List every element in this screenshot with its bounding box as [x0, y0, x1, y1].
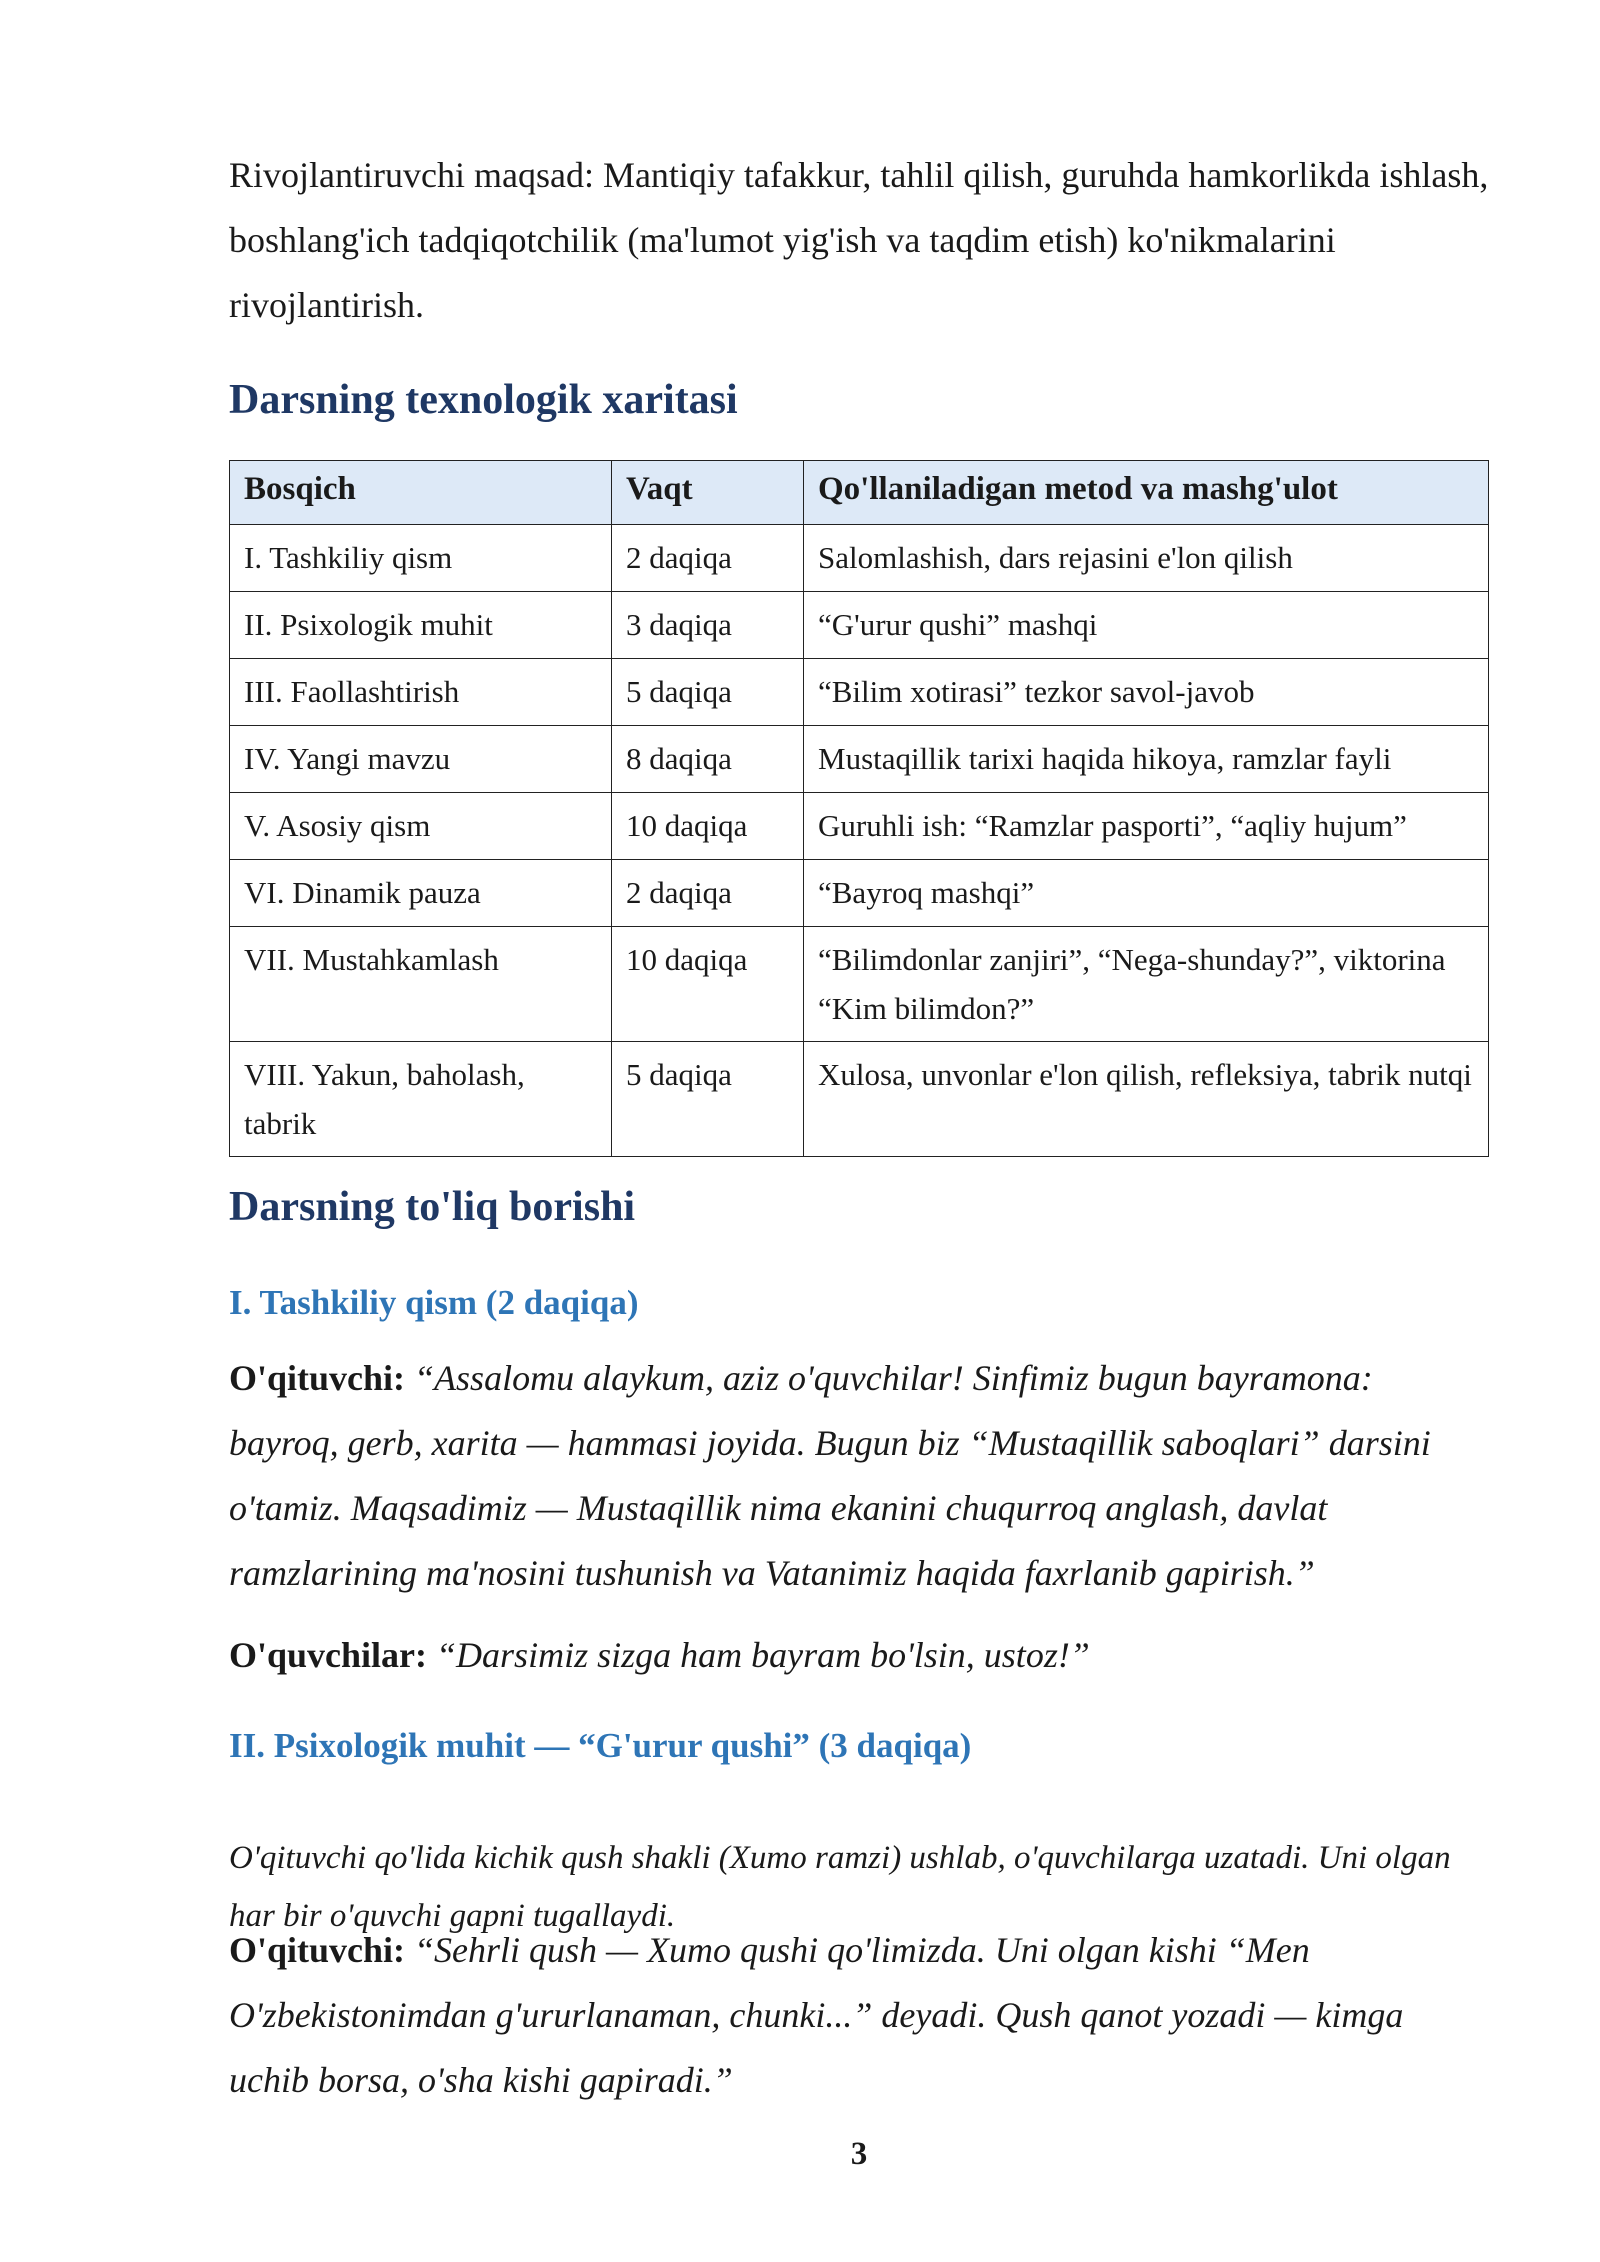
page-number: 3: [850, 2136, 868, 2172]
teacher-dialogue-2: [229, 1918, 1491, 2113]
table-cell: II. Psixologik muhit: [230, 592, 612, 659]
table-cell: Mustaqillik tarixi haqida hikoya, ramzlar fayli: [804, 726, 1489, 793]
table-cell: Guruhli ish: “Ramzlar pasporti”, “aqliy hujum”: [804, 793, 1489, 860]
table-cell: 5 daqiqa: [612, 659, 804, 726]
table-cell: IV. Yangi mavzu: [230, 726, 612, 793]
dialogue-quote: “Sehrli qush — Xumo qushi qo'limizda. Uni olgan kishi “Men O'zbekistonimdan g'ururlanaman, chunki...” deyadi. Qush qanot yozadi — kimga uchib borsa, o'sha kishi gapiradi.”: [229, 1930, 1404, 2100]
speaker-label: O'qituvchi:: [229, 1930, 406, 1970]
students-dialogue-1: [229, 1623, 1489, 1688]
table-cell: VI. Dinamik pauza: [230, 860, 612, 927]
table-cell: 2 daqiqa: [612, 525, 804, 592]
teacher-dialogue-1: [229, 1346, 1491, 1606]
table-cell: 10 daqiqa: [612, 927, 804, 1042]
table-row: [230, 592, 1489, 659]
subsection-heading-2: II. Psixologik muhit — “G'urur qushi” (3 daqiqa): [229, 1726, 972, 1765]
table-cell: VIII. Yakun, baholash, tabrik: [230, 1042, 612, 1157]
stage-direction: O'qituvchi qo'lida kichik qush shakli (Xumo ramzi) ushlab, o'quvchilarga uzatadi. Uni olgan har bir o'quvchi gapni tugallaydi.: [229, 1840, 1451, 1934]
column-header: Bosqich: [230, 461, 612, 525]
table-row: [230, 726, 1489, 793]
table-header-row: [230, 461, 1489, 525]
speaker-label: O'quvchilar:: [229, 1635, 428, 1675]
lesson-map-table: [229, 460, 1489, 1157]
dialogue-quote: “Darsimiz sizga ham bayram bo'lsin, ustoz!”: [436, 1635, 1090, 1675]
table-cell: “Bilimdonlar zanjiri”, “Nega-shunday?”, viktorina “Kim bilimdon?”: [804, 927, 1489, 1042]
table-cell: “G'urur qushi” mashqi: [804, 592, 1489, 659]
speaker-label: O'qituvchi:: [229, 1358, 406, 1398]
table-row: [230, 860, 1489, 927]
table-row: [230, 793, 1489, 860]
table-cell: 8 daqiqa: [612, 726, 804, 793]
table-cell: Salomlashish, dars rejasini e'lon qilish: [804, 525, 1489, 592]
column-header: Qo'llaniladigan metod va mashg'ulot: [804, 461, 1489, 525]
table-cell: Xulosa, unvonlar e'lon qilish, refleksiya, tabrik nutqi: [804, 1042, 1489, 1157]
table-cell: V. Asosiy qism: [230, 793, 612, 860]
table-cell: III. Faollashtirish: [230, 659, 612, 726]
dialogue-quote: “Assalomu alaykum, aziz o'quvchilar! Sinfimiz bugun bayramona: bayroq, gerb, xarita — hammasi joyida. Bugun biz “Mustaqillik saboqlari” darsini o'tamiz. Maqsadimiz — Mustaqillik nima ekanini chuqurroq anglash, davlat ramzlarining ma'nosini tushunish va Vatanimiz haqida faxrlanib gapirish.”: [229, 1358, 1431, 1593]
subsection-heading-1: I. Tashkiliy qism (2 daqiqa): [229, 1283, 639, 1322]
column-header: Vaqt: [612, 461, 804, 525]
table-cell: I. Tashkiliy qism: [230, 525, 612, 592]
table-row: [230, 659, 1489, 726]
table-cell: “Bayroq mashqi”: [804, 860, 1489, 927]
table-row: [230, 927, 1489, 1042]
intro-paragraph: Rivojlantiruvchi maqsad: Mantiqiy tafakkur, tahlil qilish, guruhda hamkorlikda ishlash, boshlang'ich tadqiqotchilik (ma'lumot yig'ish va taqdim etish) ko'nikmalarini rivojlantirish.: [229, 155, 1489, 325]
table-cell: “Bilim xotirasi” tezkor savol-javob: [804, 659, 1489, 726]
section-heading-flow: Darsning to'liq borishi: [229, 1184, 636, 1230]
table-cell: 10 daqiqa: [612, 793, 804, 860]
table-row: [230, 1042, 1489, 1157]
table-cell: 5 daqiqa: [612, 1042, 804, 1157]
section-heading-map: Darsning texnologik xaritasi: [229, 377, 738, 423]
table-cell: 3 daqiqa: [612, 592, 804, 659]
table-cell: VII. Mustahkamlash: [230, 927, 612, 1042]
table-row: [230, 525, 1489, 592]
table-cell: 2 daqiqa: [612, 860, 804, 927]
